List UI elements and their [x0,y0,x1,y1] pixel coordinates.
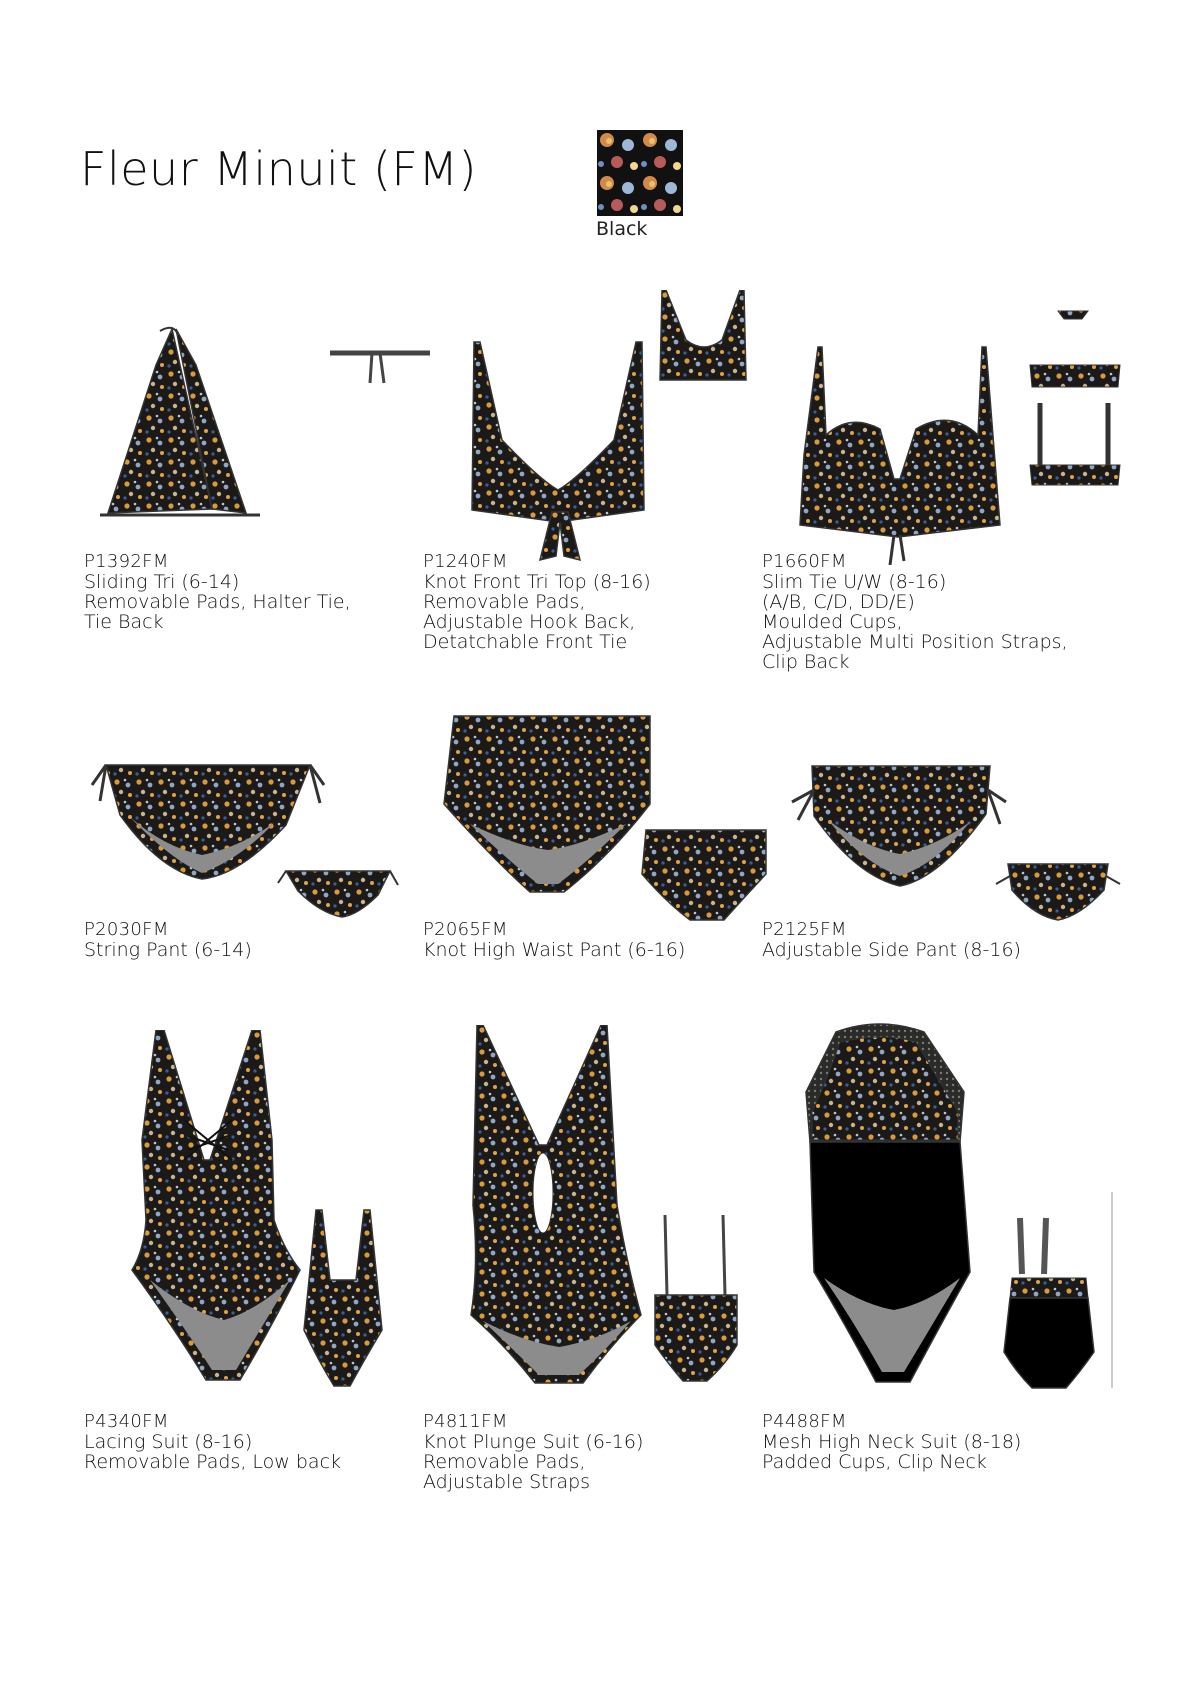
swatch-label: Black [596,218,648,240]
product-text [84,552,351,632]
product-text [762,1412,1021,1472]
product-line: Moulded Cups, [762,611,903,633]
product-line: Removable Pads, [423,1451,586,1473]
sliding-tri-illustration [100,325,440,525]
product-code: P2030FM [84,919,169,940]
product-code: P1660FM [762,551,847,572]
product-line: Removable Pads, Halter Tie, [84,591,351,613]
product-line: Slim Tie U/W (8-16) [762,571,947,593]
product-line: Tie Back [84,611,164,633]
product-line: (A/B, C/D, DD/E) [762,591,915,613]
knot-plunge-suit-illustration [455,1025,775,1385]
product-code: P1240FM [423,551,508,572]
product-text [762,552,1068,672]
product-line: Adjustable Multi Position Straps, [762,631,1068,653]
mesh-high-neck-suit-illustration [800,1022,1130,1392]
product-text [762,920,1021,960]
product-code: P4811FM [423,1411,508,1432]
product-line: Knot Plunge Suit (6-16) [423,1431,644,1453]
product-code: P4488FM [762,1411,847,1432]
product-line: Mesh High Neck Suit (8-18) [762,1431,1022,1453]
product-line: Adjustable Hook Back, [423,611,636,633]
product-line: Knot Front Tri Top (8-16) [423,571,651,593]
product-line: Lacing Suit (8-16) [84,1431,253,1453]
product-text [423,1412,643,1492]
slim-tie-underwire-illustration [790,305,1140,565]
product-text [84,920,252,960]
adjustable-side-pant-illustration [790,760,1130,930]
product-line: Removable Pads, [423,591,586,613]
product-line: Removable Pads, Low back [84,1451,342,1473]
string-pant-illustration [90,755,420,930]
product-line: Sliding Tri (6-14) [84,571,240,593]
product-code: P4340FM [84,1411,169,1432]
lacing-suit-illustration [120,1030,450,1390]
product-code: P2065FM [423,919,508,940]
product-text [423,920,685,960]
knot-front-tri-top-illustration [440,290,770,570]
product-code: P2125FM [762,919,847,940]
product-line: Adjustable Side Pant (8-16) [762,939,1021,961]
product-line: Knot High Waist Pant (6-16) [423,939,686,961]
product-code: P1392FM [84,551,169,572]
product-line: Adjustable Straps [423,1471,591,1493]
product-text [84,1412,341,1472]
collection-title: Fleur Minuit (FM) [80,142,477,196]
high-waist-pant-illustration [440,712,780,927]
product-line: Clip Back [762,651,850,673]
fabric-swatch [597,130,683,216]
product-line: Detatchable Front Tie [423,631,628,653]
product-text [423,552,651,652]
product-line: Padded Cups, Clip Neck [762,1451,987,1473]
product-line: String Pant (6-14) [84,939,252,961]
